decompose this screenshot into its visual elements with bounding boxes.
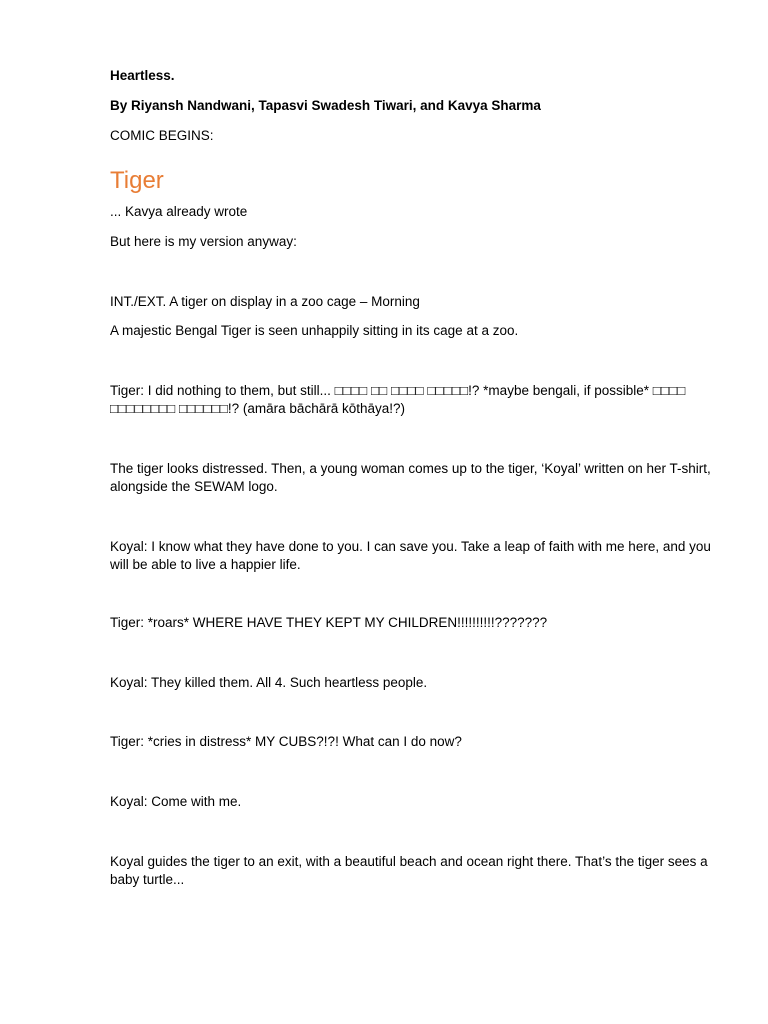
dialogue: Koyal: Come with me. (110, 794, 242, 809)
paragraph: The tiger looks distressed. Then, a young woman comes up to the tiger, ‘Koyal’ written on her T-shirt, alongside the SEWAM logo. (110, 461, 711, 494)
section-heading-tiger: Tiger (110, 167, 164, 194)
scene-heading: INT./EXT. A tiger on display in a zoo cage – Morning (110, 294, 420, 309)
dialogue: Tiger: *cries in distress* MY CUBS?!?! What can I do now? (110, 734, 462, 749)
dialogue: Koyal: I know what they have done to you. I can save you. Take a leap of faith with me here, and you will be able to live a happier life. (110, 539, 711, 572)
paragraph: But here is my version anyway: (110, 234, 297, 249)
paragraph: Koyal guides the tiger to an exit, with a beautiful beach and ocean right there. That’s the tiger sees a baby turtle... (110, 854, 708, 887)
dialogue: Koyal: They killed them. All 4. Such heartless people. (110, 675, 428, 690)
paragraph: A majestic Bengal Tiger is seen unhappily sitting in its cage at a zoo. (110, 323, 519, 338)
paragraph: ... Kavya already wrote (110, 204, 248, 219)
comic-begins-label: COMIC BEGINS: (110, 128, 214, 143)
document-title: Heartless. (110, 68, 175, 83)
byline: By Riyansh Nandwani, Tapasvi Swadesh Tiwari, and Kavya Sharma (110, 98, 541, 113)
dialogue: Tiger: *roars* WHERE HAVE THEY KEPT MY CHILDREN!!!!!!!!!!??????? (110, 615, 548, 630)
dialogue: Tiger: I did nothing to them, but still... □□□□ □□ □□□□ □□□□□!? *maybe bengali, if possible* □□□□ □□□□□□□□ □□□□□□!? (amāra bāchārā kōthāya!?) (110, 383, 686, 416)
